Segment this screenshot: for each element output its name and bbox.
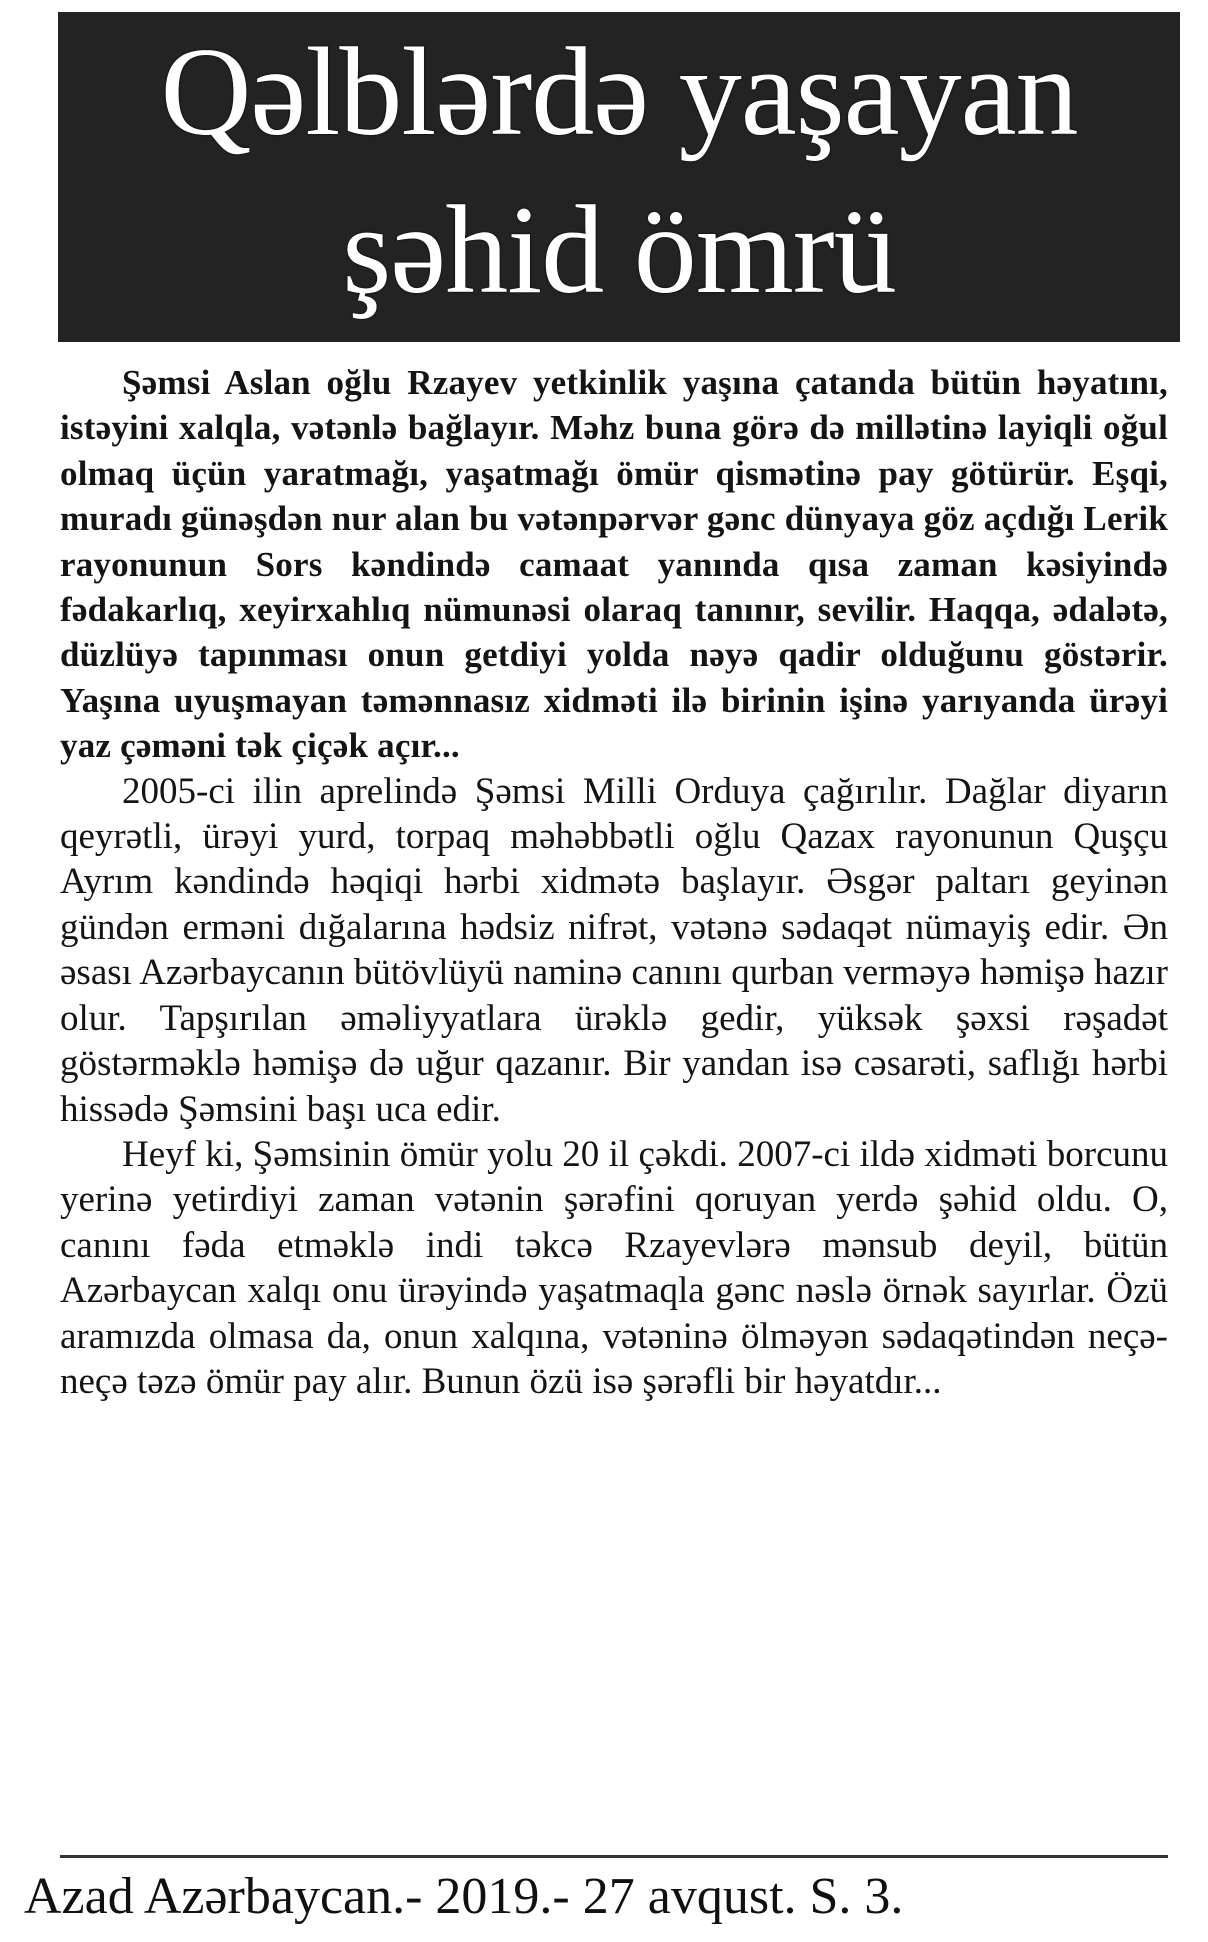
headline-line-1: Qəlblərdə yaşayan — [160, 23, 1078, 162]
source-citation: Azad Azərbaycan.- 2019.- 27 avqust. S. 3. — [24, 1868, 904, 1925]
article-body — [60, 360, 1168, 1404]
body-paragraph-3: Heyf ki, Şəmsinin ömür yolu 20 il çəkdi. 2007-ci ildə xidməti borcunu yerinə yetirdiyi zaman vətənin şərəfini qoruyan yerdə şəhid oldu. O, canını fəda etməklə indi təkcə Rzayevlərə mənsub deyil, bütün Azərbaycan xalqı onu ürəyində yaşatmaqla gənc nəslə örnək sayırlar. Özü aramızda olmasa da, onun xalqına, vətəninə ölməyən sədaqətindən neçə-neçə təzə ömür pay alır. Bunun özü isə şərəfli bir həyatdır... — [60, 1133, 1168, 1402]
headline-banner — [58, 12, 1180, 342]
headline-line-2: şəhid ömrü — [342, 181, 896, 320]
lead-paragraph: Şəmsi Aslan oğlu Rzayev yetkinlik yaşına çatanda bütün həyatını, istəyini xalqla, vətənlə bağlayır. Məhz buna görə də millətinə layiqli oğul olmaq üçün yaratmağı, yaşatmağı ömür qismətinə pay götürür. Eşqi, muradı günəşdən nur alan bu vətənpərvər gənc dünyaya göz açdığı Lerik rayonunun Sors kəndində camaat yanında qısa zaman kəsiyində fədakarlıq, xeyirxahlıq nümunəsi olaraq tanınır, sevilir. Haqqa, ədalətə, düzlüyə tapınması onun getdiyi yolda nəyə qadir olduğunu göstərir. Yaşına uyuşmayan təmənnasız xidməti ilə birinin işinə yarıyanda ürəyi yaz çəməni tək çiçək açır... — [60, 363, 1168, 766]
footer-divider — [60, 1855, 1168, 1858]
body-paragraph-2: 2005-ci ilin aprelində Şəmsi Milli Orduya çağırılır. Dağlar diyarın qeyrətli, ürəyi yurd, torpaq məhəbbətli oğlu Qazax rayonunun Quşçu Ayrım kəndində həqiqi hərbi xidmətə başlayır. Əsgər paltarı geyinən gündən erməni dığalarına hədsiz nifrət, vətənə sədaqət nümayiş edir. Ən əsası Azərbaycanın bütövlüyü naminə canını qurban verməyə həmişə hazır olur. Tapşırılan əməliyyatlara ürəklə gedir, yüksək şəxsi rəşadət göstərməklə həmişə də uğur qazanır. Bir yandan isə cəsarəti, saflığı hərbi hissədə Şəmsini başı uca edir. — [60, 770, 1168, 1130]
